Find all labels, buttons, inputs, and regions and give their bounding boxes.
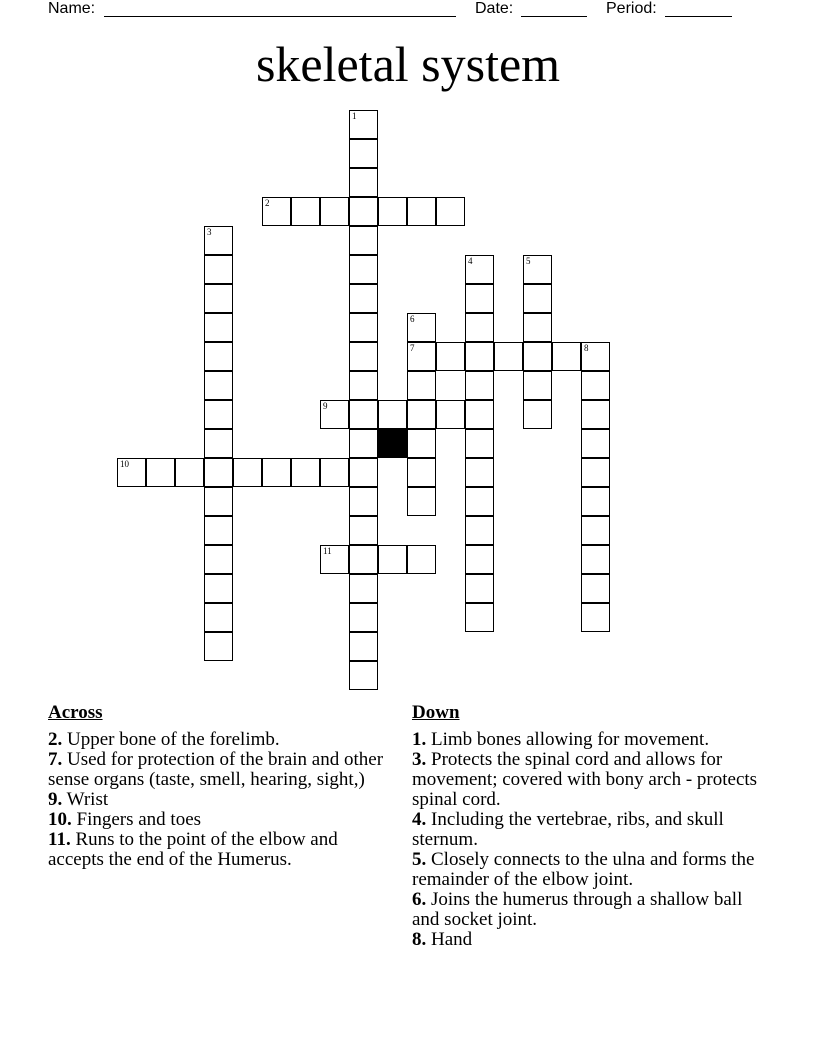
grid-cell[interactable] — [552, 342, 581, 371]
grid-cell[interactable] — [581, 516, 610, 545]
grid-cell[interactable] — [204, 574, 233, 603]
grid-cell[interactable] — [407, 371, 436, 400]
grid-cell[interactable] — [349, 255, 378, 284]
grid-cell[interactable] — [581, 545, 610, 574]
down-clue — [412, 890, 762, 930]
clue-num: 6. — [412, 889, 427, 910]
down-clue — [412, 930, 762, 950]
grid-cell[interactable] — [581, 400, 610, 429]
grid-cell[interactable] — [349, 168, 378, 197]
clue-text: Limb bones allowing for movement. — [431, 729, 710, 750]
grid-cell[interactable] — [378, 545, 407, 574]
grid-cell[interactable] — [204, 545, 233, 574]
clue-number: 6 — [410, 314, 415, 324]
grid-cell[interactable] — [378, 400, 407, 429]
grid-cell[interactable] — [204, 342, 233, 371]
grid-cell[interactable] — [204, 516, 233, 545]
grid-cell[interactable] — [436, 197, 465, 226]
grid-cell[interactable] — [523, 371, 552, 400]
grid-cell[interactable] — [465, 284, 494, 313]
grid-cell[interactable] — [465, 342, 494, 371]
grid-cell[interactable] — [581, 342, 610, 371]
grid-cell[interactable] — [349, 400, 378, 429]
grid-cell[interactable] — [407, 197, 436, 226]
down-heading: Down — [412, 702, 460, 723]
across-clue — [48, 730, 398, 750]
grid-cell[interactable] — [465, 400, 494, 429]
clue-number: 5 — [526, 256, 531, 266]
clue-num: 10. — [48, 809, 72, 830]
across-clues — [48, 702, 398, 870]
grid-cell[interactable] — [523, 313, 552, 342]
grid-cell[interactable] — [320, 458, 349, 487]
clue-text: Runs to the point of the elbow and accepts the end of the Humerus. — [48, 829, 338, 870]
across-clue — [48, 810, 398, 830]
grid-cell[interactable] — [204, 487, 233, 516]
grid-cell[interactable] — [349, 139, 378, 168]
grid-cell[interactable] — [378, 197, 407, 226]
clue-number: 8 — [584, 343, 589, 353]
grid-cell[interactable] — [581, 458, 610, 487]
down-clue — [412, 750, 762, 810]
clue-text: Protects the spinal cord and allows for movement; covered with bony arch - protects spinal cord. — [412, 749, 758, 810]
grid-cell[interactable] — [204, 632, 233, 661]
grid-cell[interactable] — [349, 574, 378, 603]
page-title: skeletal system — [255, 36, 561, 92]
clue-number: 9 — [323, 401, 328, 411]
grid-cell[interactable] — [407, 313, 436, 342]
grid-cell[interactable] — [349, 284, 378, 313]
grid-cell[interactable] — [349, 487, 378, 516]
clue-text: Fingers and toes — [76, 809, 202, 830]
black-cell — [378, 429, 407, 458]
grid-cell[interactable] — [175, 458, 204, 487]
clue-num: 3. — [412, 749, 427, 770]
grid-cell[interactable] — [204, 226, 233, 255]
grid-cell[interactable] — [349, 313, 378, 342]
grid-cell[interactable] — [204, 458, 233, 487]
clue-text: Hand — [431, 929, 473, 950]
grid-cell[interactable] — [146, 458, 175, 487]
grid-cell[interactable] — [349, 110, 378, 139]
down-clues — [412, 702, 762, 950]
grid-cell[interactable] — [349, 603, 378, 632]
grid-cell[interactable] — [204, 429, 233, 458]
grid-cell[interactable] — [465, 371, 494, 400]
grid-cell[interactable] — [407, 342, 436, 371]
grid-cell[interactable] — [204, 284, 233, 313]
grid-cell[interactable] — [436, 342, 465, 371]
grid-cell[interactable] — [349, 197, 378, 226]
name-label: Name: — [48, 0, 96, 17]
grid-cell[interactable] — [465, 516, 494, 545]
grid-cell[interactable] — [523, 284, 552, 313]
grid-cell[interactable] — [291, 458, 320, 487]
grid-cell[interactable] — [465, 487, 494, 516]
grid-cell[interactable] — [349, 545, 378, 574]
grid-cell[interactable] — [349, 342, 378, 371]
clue-num: 11. — [48, 829, 71, 850]
grid-cell[interactable] — [436, 400, 465, 429]
grid-cell[interactable] — [291, 197, 320, 226]
grid-cell[interactable] — [204, 313, 233, 342]
grid-cell[interactable] — [523, 342, 552, 371]
down-clue — [412, 730, 762, 750]
grid-cell[interactable] — [465, 429, 494, 458]
clue-num: 9. — [48, 789, 63, 810]
clue-text: Upper bone of the forelimb. — [67, 729, 280, 750]
grid-cell[interactable] — [465, 574, 494, 603]
clue-text: Used for protection of the brain and other sense organs (taste, smell, hearing, sight,) — [48, 749, 384, 790]
clue-text: Including the vertebrae, ribs, and skull sternum. — [412, 809, 724, 850]
grid-cell[interactable] — [523, 400, 552, 429]
grid-cell[interactable] — [465, 603, 494, 632]
clue-text: Wrist — [66, 789, 109, 810]
grid-cell[interactable] — [320, 197, 349, 226]
across-clue — [48, 790, 398, 810]
grid-cell[interactable] — [262, 197, 291, 226]
clue-num: 2. — [48, 729, 63, 750]
grid-cell[interactable] — [262, 458, 291, 487]
across-clue — [48, 750, 398, 790]
grid-cell[interactable] — [204, 255, 233, 284]
clue-text: Joins the humerus through a shallow ball and socket joint. — [412, 889, 743, 930]
clue-number: 1 — [352, 111, 357, 121]
grid-cell[interactable] — [407, 429, 436, 458]
clue-num: 7. — [48, 749, 63, 770]
clue-number: 10 — [120, 459, 129, 469]
grid-cell[interactable] — [581, 487, 610, 516]
grid-cell[interactable] — [581, 603, 610, 632]
grid-cell[interactable] — [349, 429, 378, 458]
grid-cell[interactable] — [349, 226, 378, 255]
grid-cell[interactable] — [233, 458, 262, 487]
grid-cell[interactable] — [320, 400, 349, 429]
grid-cell[interactable] — [465, 458, 494, 487]
down-clue — [412, 850, 762, 890]
grid-cell[interactable] — [349, 458, 378, 487]
across-clue — [48, 830, 398, 870]
across-heading: Across — [48, 702, 103, 723]
grid-cell[interactable] — [581, 429, 610, 458]
grid-cell[interactable] — [407, 545, 436, 574]
clue-number: 4 — [468, 256, 473, 266]
grid-cell[interactable] — [407, 487, 436, 516]
period-label: Period: — [606, 0, 657, 17]
grid-cell[interactable] — [349, 632, 378, 661]
grid-cell[interactable] — [349, 371, 378, 400]
clue-num: 5. — [412, 849, 427, 870]
grid-cell[interactable] — [581, 574, 610, 603]
clue-num: 1. — [412, 729, 427, 750]
clue-num: 8. — [412, 929, 427, 950]
grid-cell[interactable] — [465, 255, 494, 284]
grid-cell[interactable] — [581, 371, 610, 400]
grid-cell[interactable] — [465, 545, 494, 574]
grid-cell[interactable] — [465, 313, 494, 342]
grid-cell[interactable] — [407, 400, 436, 429]
grid-cell[interactable] — [349, 661, 378, 690]
grid-cell[interactable] — [320, 545, 349, 574]
clue-number: 7 — [410, 343, 415, 353]
grid-cell[interactable] — [523, 255, 552, 284]
grid-cell[interactable] — [204, 603, 233, 632]
down-clue — [412, 810, 762, 850]
grid-cell[interactable] — [204, 400, 233, 429]
clue-text: Closely connects to the ulna and forms the remainder of the elbow joint. — [412, 849, 755, 890]
date-label: Date: — [475, 0, 514, 17]
clue-number: 3 — [207, 227, 212, 237]
clue-number: 11 — [323, 546, 332, 556]
grid-cell[interactable] — [407, 458, 436, 487]
grid-cell[interactable] — [349, 516, 378, 545]
grid-cell[interactable] — [117, 458, 146, 487]
grid-cell[interactable] — [204, 371, 233, 400]
grid-cell[interactable] — [494, 342, 523, 371]
clue-number: 2 — [265, 198, 270, 208]
clue-num: 4. — [412, 809, 427, 830]
